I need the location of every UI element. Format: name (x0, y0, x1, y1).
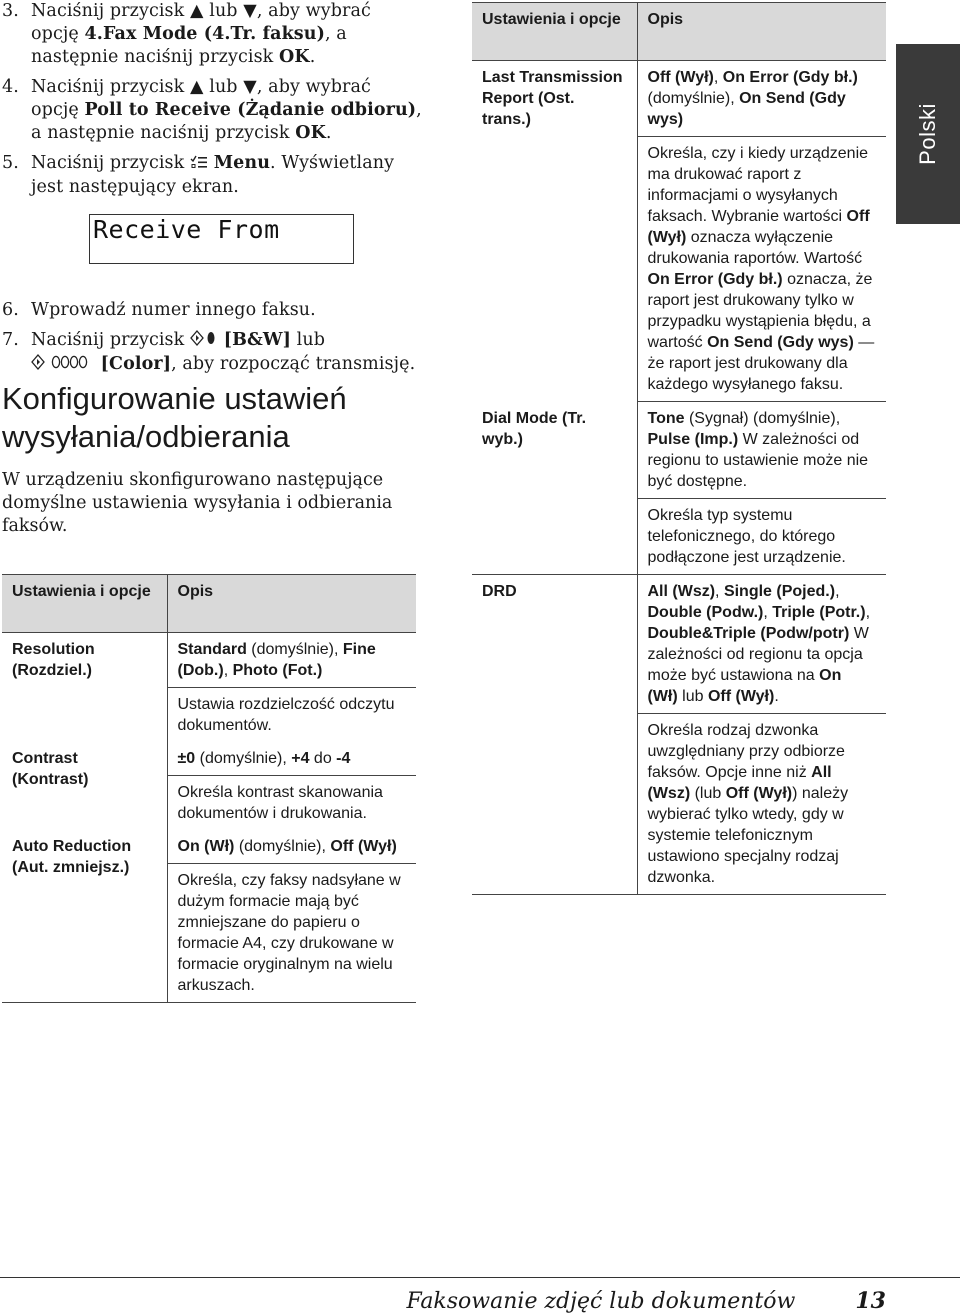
setting-description: Określa rodzaj dzwonka uwzględniany przy odbiorze faksów. Opcje inne niż All (Wsz) (lub Off (Wył)) należy wybierać tylko wtedy, gdy w systemie telefonicznym ustawiono specjalny rodzaj dzwonka. (637, 714, 886, 895)
section-intro: W urządzeniu skonfigurowano następujące domyślne ustawienia wysyłania i odbierania faksów. (2, 470, 393, 536)
setting-name: DRD (472, 575, 637, 895)
up-arrow-icon: ▲ (190, 77, 204, 97)
send-receive-settings-table-continued (472, 2, 886, 895)
table-row (472, 402, 886, 499)
table-header-row (472, 3, 886, 61)
step-6: 6. Wprowadź numer innego faksu. (2, 300, 316, 320)
setting-name: Last Transmission Report (Ost. trans.) (472, 61, 637, 402)
page-number: 13 (855, 1288, 886, 1314)
send-receive-settings-table (2, 574, 416, 1003)
start-bw-icon (190, 330, 218, 353)
step-5: 5. Naciśnij przycisk Menu. Wyświetlany jest następujący ekran. (2, 153, 395, 197)
header-settings: Ustawienia i opcje (472, 3, 637, 61)
header-description: Opis (637, 3, 886, 61)
setting-values: ±0 (domyślnie), +4 do -4 (167, 742, 416, 776)
setting-name: Resolution (Rozdziel.) (2, 633, 167, 743)
down-arrow-icon: ▼ (243, 77, 257, 97)
table-header-row (2, 575, 416, 633)
step-number: 6. (2, 300, 19, 320)
header-settings: Ustawienia i opcje (2, 575, 167, 633)
step-4: 4. Naciśnij przycisk ▲ lub ▼, aby wybrać opcję Poll to Receive (Żądanie odbioru), a następnie naciśnij przycisk OK. (2, 77, 422, 143)
table-row (472, 61, 886, 137)
step-number: 4. (2, 77, 19, 97)
setting-description: Określa typ systemu telefonicznego, do którego podłączone jest urządzenie. (637, 499, 886, 575)
footer-chapter-title: Faksowanie zdjęć lub dokumentów 13 (406, 1288, 886, 1314)
setting-values: All (Wsz), Single (Pojed.), Double (Podw.), Triple (Potr.), Double&Triple (Podw/potr) W zależności od regionu ta opcja może być ustawiona na On (Wł) lub Off (Wył). (637, 575, 886, 714)
section-title: Konfigurowanie ustawień wysyłania/odbierania (2, 381, 347, 454)
step-7: 7. Naciśnij przycisk [B&W] lub [Color], aby rozpocząć transmisję. (2, 329, 422, 377)
setting-values: On (Wł) (domyślnie), Off (Wył) (167, 830, 416, 864)
step-number: 5. (2, 153, 19, 173)
table-row (472, 575, 886, 714)
setting-name: Contrast (Kontrast) (2, 742, 167, 830)
step-number: 7. (2, 330, 19, 350)
lcd-screen: Receive From (89, 214, 354, 264)
steps-list (2, 0, 422, 377)
menu-icon (190, 153, 208, 176)
setting-description: Ustawia rozdzielczość odczytu dokumentów. (177, 696, 395, 734)
setting-description: Określa, czy i kiedy urządzenie ma drukować raport z informacjami o wysyłanych faksach. Wybranie wartości Off (Wył) oznacza wyłączenie drukowania raportów. Wartość On Error (Gdy bł.) oznacza, że raport jest drukowany tylko w przypadku wystąpienia błędu, a wartość On Send (Gdy wys) — że raport jest drukowany dla każdego wysyłanego faksu. (637, 137, 886, 402)
step-3: 3. Naciśnij przycisk ▲ lub ▼, aby wybrać opcję 4.Fax Mode (4.Tr. faksu), a następnie naciśnij przycisk OK. (2, 1, 371, 67)
setting-name: Auto Reduction (Aut. zmniejsz.) (2, 830, 167, 1003)
setting-description: Określa kontrast skanowania dokumentów i drukowania. (177, 784, 383, 822)
setting-description: Określa, czy faksy nadsyłane w dużym formacie mają być zmniejszane do papieru o formacie A4, czy drukowane w formacie oryginalnym na wielu arkuszach. (167, 864, 416, 1003)
step-number: 3. (2, 1, 19, 21)
setting-values: Tone (Sygnał) (domyślnie), Pulse (Imp.) W zależności od regionu to ustawienie może nie być dostępne. (637, 402, 886, 499)
table-row (2, 742, 416, 776)
header-description: Opis (167, 575, 416, 633)
setting-values: Standard (domyślnie), Fine (Dob.), Photo (Fot.) (167, 633, 416, 688)
table-row (2, 830, 416, 864)
up-arrow-icon: ▲ (190, 1, 204, 21)
table-row (2, 633, 416, 688)
start-color-icon (31, 354, 95, 377)
setting-values: Off (Wył), On Error (Gdy bł.) (domyślnie), On Send (Gdy wys) (637, 61, 886, 137)
language-tab-label: Polski (915, 103, 940, 165)
footer-rule (0, 1277, 960, 1278)
language-tab (896, 44, 960, 224)
down-arrow-icon: ▼ (243, 1, 257, 21)
setting-name: Dial Mode (Tr. wyb.) (472, 402, 637, 575)
